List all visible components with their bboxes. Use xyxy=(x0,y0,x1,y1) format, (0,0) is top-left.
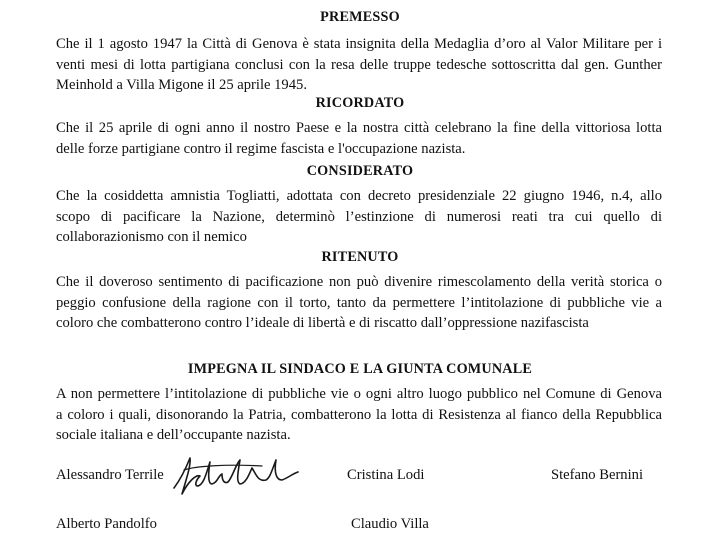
text-line: sociale italiana e dell’occupante nazista. xyxy=(56,427,291,443)
text-line: collaborazionismo con il nemico xyxy=(56,229,247,245)
section-heading-premesso: PREMESSO xyxy=(320,9,400,25)
text-line: venti mesi di lotta partigiana conclusi con la resa delle truppe tedesche sottoscritta dal gen. Gunther xyxy=(56,56,662,73)
handwritten-signature xyxy=(166,450,306,500)
section-text-considerato xyxy=(56,186,662,248)
text-line: a coloro i quali, disonorando la Patria, combatterono la lotta di Resistenza al fianco della Repubblica xyxy=(56,406,662,423)
text-line: scopo di pacificare la Nazione, determinò l’estinzione di numerosi reati tra cui quello di xyxy=(56,208,662,225)
section-heading-ricordato: RICORDATO xyxy=(315,95,405,111)
section-text-impegna xyxy=(56,384,662,446)
text-line: Che il 25 aprile di ogni anno il nostro Paese e la nostra città celebrano la fine della vittoriosa lotta xyxy=(56,120,662,136)
text-line: Che la cosiddetta amnistia Togliatti, adottata con decreto presidenziale 22 giugno 1946, n.4, allo xyxy=(56,188,662,204)
signatory-name: Alberto Pandolfo xyxy=(56,516,157,532)
text-line: Meinhold a Villa Migone il 25 aprile 1945. xyxy=(56,77,307,93)
text-line: coloro che combatterono contro l’ideale di libertà e di riscatto dall’oppressione nazifascista xyxy=(56,315,589,331)
text-line: peggio confusione della ragione con il torto, tanto da permettere l’intitolazione di pubbliche vie a xyxy=(56,294,662,311)
section-heading-impegna: IMPEGNA IL SINDACO E LA GIUNTA COMUNALE xyxy=(187,361,533,377)
section-heading-ritenuto: RITENUTO xyxy=(321,249,399,265)
section-heading-considerato: CONSIDERATO xyxy=(306,163,414,179)
signatory-name: Claudio Villa xyxy=(351,516,429,532)
text-line: Che il doveroso sentimento di pacificazione non può divenire rimescolamento della verità storica o xyxy=(56,274,662,290)
text-line: Che il 1 agosto 1947 la Città di Genova è stata insignita della Medaglia d’oro al Valor Militare per i xyxy=(56,36,662,52)
text-line: A non permettere l’intitolazione di pubbliche vie o ogni altro luogo pubblico nel Comune di Genova xyxy=(56,386,662,402)
signatory-name: Stefano Bernini xyxy=(551,467,644,483)
text-line: delle forze partigiane contro il regime fascista e l'occupazione nazista. xyxy=(56,140,466,157)
section-text-premesso xyxy=(56,34,662,96)
section-text-ricordato xyxy=(56,118,662,159)
signatory-name: Cristina Lodi xyxy=(347,467,425,483)
section-text-ritenuto xyxy=(56,272,662,334)
signatory-name: Alessandro Terrile xyxy=(56,467,164,483)
